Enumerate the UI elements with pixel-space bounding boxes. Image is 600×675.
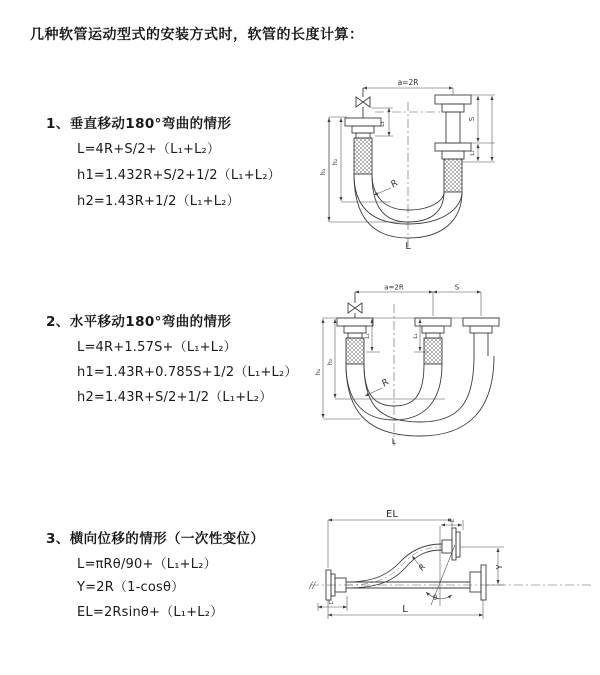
dim-label-s: S bbox=[468, 116, 476, 122]
diagram-vertical-180-bend bbox=[313, 72, 598, 257]
dim-label-l1-left: L₁ bbox=[379, 121, 386, 127]
dim-label-l1-left: L₁ bbox=[365, 333, 371, 339]
valve-icon bbox=[348, 292, 362, 318]
dim-label-s: S bbox=[454, 284, 460, 292]
right-flange-assembly bbox=[470, 565, 486, 600]
dim-label-h2: h₂ bbox=[331, 158, 339, 166]
dim-label-h1: h₁ bbox=[319, 168, 327, 176]
hose-centerline bbox=[346, 547, 442, 585]
left-pipe-assembly bbox=[337, 318, 373, 364]
hose-s-curve bbox=[346, 544, 442, 588]
hose-u-bend-two-positions bbox=[346, 356, 494, 436]
length-label: L bbox=[391, 437, 397, 446]
dim-label-l1-right: L₁ bbox=[470, 150, 476, 156]
section-1-formula-l: L=4R+S/2+（L₁+L₂） bbox=[77, 142, 221, 157]
middle-pipe-assembly bbox=[415, 318, 451, 364]
section-1-formula-h1: h1=1.432R+S/2+1/2（L₁+L₂） bbox=[77, 168, 281, 183]
section-2-heading: 2、水平移动180°弯曲的情形 bbox=[46, 314, 232, 330]
radius-label: R bbox=[380, 377, 392, 390]
dim-label-y: Y bbox=[495, 564, 504, 570]
braided-hose-section bbox=[346, 338, 364, 364]
dim-label-l1-left: L₁ bbox=[328, 600, 334, 606]
dim-label-h2: h₂ bbox=[326, 358, 334, 366]
section-3-formula-l: L=πRθ/90+（L₁+L₂） bbox=[77, 557, 217, 572]
length-label: L bbox=[405, 241, 411, 252]
dim-label-a2r: a=2R bbox=[384, 284, 404, 292]
section-3-formula-y: Y=2R（1-cosθ） bbox=[77, 580, 185, 595]
right-pipe-assembly bbox=[463, 318, 499, 356]
right-pipe-assembly bbox=[435, 95, 471, 192]
braided-hose-section bbox=[354, 138, 372, 174]
section-3-heading: 3、横向位移的情形（一次性变位） bbox=[46, 531, 265, 547]
dim-label-h1: h₁ bbox=[314, 368, 322, 376]
dim-label-a2r: a=2R bbox=[397, 78, 419, 87]
radius-label: R bbox=[389, 178, 401, 191]
radius-leader bbox=[374, 188, 391, 195]
dim-label-el: EL bbox=[386, 509, 398, 520]
section-2-formula-l: L=4R+1.57S+（L₁+L₂） bbox=[77, 340, 237, 355]
dim-label-l1-mid: L₁ bbox=[413, 333, 419, 339]
dimension-lines bbox=[318, 520, 504, 619]
construction-lines bbox=[426, 526, 455, 606]
diagram-horizontal-180-bend bbox=[308, 284, 600, 452]
length-label: L bbox=[402, 604, 408, 615]
page-title: 几种软管运动型式的安装方式时，软管的长度计算： bbox=[30, 27, 364, 43]
radius-label: R bbox=[416, 562, 428, 573]
section-1-heading: 1、垂直移动180°弯曲的情形 bbox=[46, 116, 232, 132]
section-1-formula-h2: h2=1.43R+1/2（L₁+L₂） bbox=[77, 194, 240, 209]
valve-icon bbox=[356, 88, 370, 118]
section-2-formula-h2: h2=1.43R+S/2+1/2（L₁+L₂） bbox=[77, 390, 273, 405]
diagram-lateral-displacement bbox=[300, 500, 600, 630]
section-3-formula-el: EL=2Rsinθ+（L₁+L₂） bbox=[77, 605, 224, 620]
braided-hose-section bbox=[444, 159, 462, 192]
left-pipe-assembly bbox=[345, 118, 381, 174]
braided-hose-section bbox=[424, 338, 442, 364]
section-2-formula-h1: h1=1.43R+0.785S+1/2（L₁+L₂） bbox=[77, 365, 298, 380]
dim-label-l1-top: L₁ bbox=[449, 518, 455, 524]
angle-label: θ bbox=[432, 594, 438, 602]
